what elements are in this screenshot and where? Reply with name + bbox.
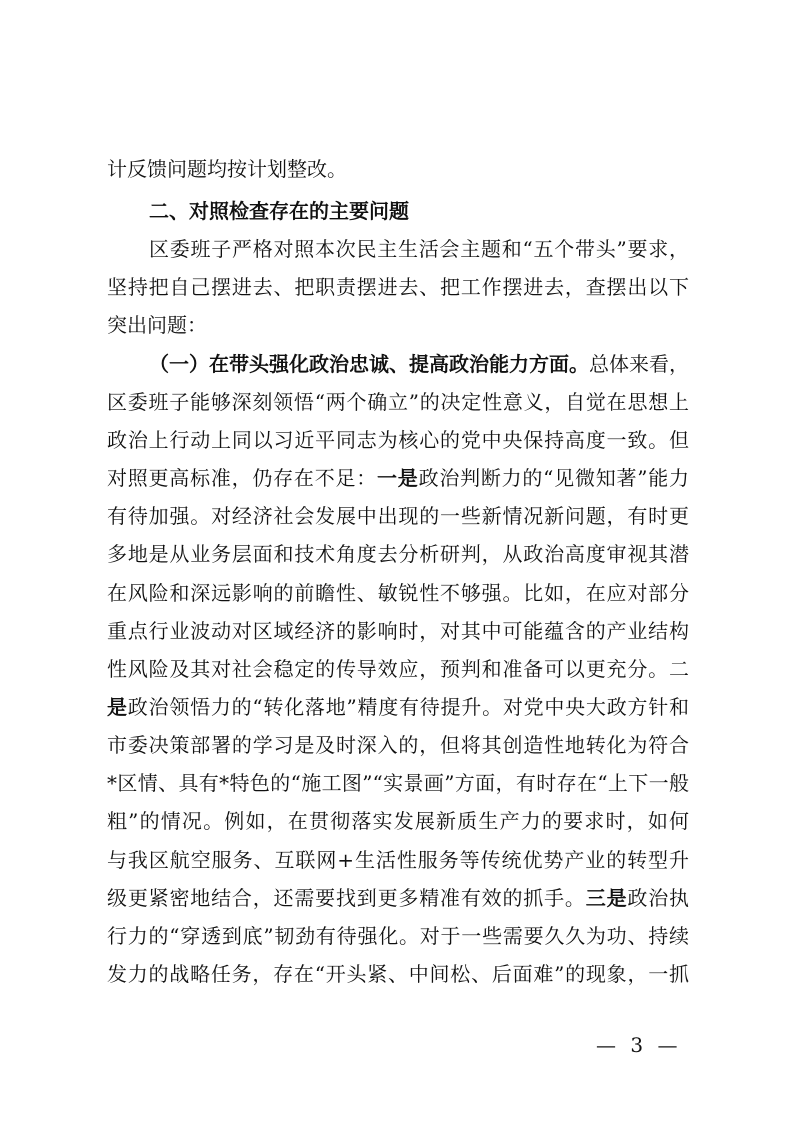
text-segment: 政治执 xyxy=(627,885,690,910)
text-line xyxy=(107,535,689,573)
text-segment: 粗”的情况。例如，在贯彻落实发展新质生产力的要求时，如何 xyxy=(107,809,689,834)
text-segment: 与我区航空服务、互联网+生活性服务等传统优势产业的转型升 xyxy=(107,847,689,872)
text-segment: 区委班子能够深刻领悟“两个确立”的决定性意义，自觉在思想上 xyxy=(107,389,689,414)
section-heading xyxy=(149,192,689,230)
text-segment: 多地是从业务层面和技术角度去分析研判，从政治高度审视其潜 xyxy=(107,542,689,567)
text-segment: 政治上行动上同以习近平同志为核心的党中央保持高度一致。但 xyxy=(107,427,689,452)
text-line xyxy=(149,345,689,383)
text-line xyxy=(107,764,689,802)
text-line xyxy=(107,802,689,840)
text-line xyxy=(107,383,689,421)
text-segment: 发力的战略任务，存在“开头紧、中间松、后面难”的现象，一抓 xyxy=(107,962,689,986)
text-line xyxy=(107,459,689,497)
bold-text: 是 xyxy=(107,694,128,719)
text-line xyxy=(107,574,689,612)
text-segment: 区委班子严格对照本次民主生活会主题和“五个带头”要求， xyxy=(149,237,689,262)
text-segment: 行力的“穿透到底”韧劲有待强化。对于一些需要久久为功、持续 xyxy=(107,923,689,948)
text-line xyxy=(107,879,689,917)
text-line xyxy=(107,650,689,688)
text-line xyxy=(107,688,689,726)
text-segment: 对照更高标准，仍存在不足： xyxy=(107,466,378,491)
text-segment: 有待加强。对经济社会发展中出现的一些新情况新问题，有时更 xyxy=(107,504,689,529)
text-line xyxy=(107,306,689,344)
text-line xyxy=(149,230,689,268)
text-segment: 在风险和深远影响的前瞻性、敏锐性不够强。比如，在应对部分 xyxy=(107,580,689,605)
text-line xyxy=(107,841,689,879)
text-line xyxy=(107,497,689,535)
text-line xyxy=(107,421,689,459)
text-segment: 政治判断力的“见微知著”能力 xyxy=(418,466,690,491)
page-number: — 3 — xyxy=(596,1033,682,1057)
bold-text: 二、对照检查存在的主要问题 xyxy=(149,199,409,223)
bold-text: （一）在带头强化政治忠诚、提高政治能力方面。 xyxy=(149,351,589,376)
bold-text: 一是 xyxy=(377,466,419,491)
text-segment: *区情、具有*特色的“施工图”“实景画”方面，有时存在“上下一般 xyxy=(107,771,689,796)
text-segment: 市委决策部署的学习是及时深入的，但将其创造性地转化为符合 xyxy=(107,733,689,758)
text-line xyxy=(107,150,689,188)
text-segment: 重点行业波动对区域经济的影响时，对其中可能蕴含的产业结构 xyxy=(107,618,689,643)
text-line xyxy=(107,955,689,993)
text-line xyxy=(107,268,689,306)
text-segment: 坚持把自己摆进去、把职责摆进去、把工作摆进去，查摆出以下 xyxy=(107,275,689,300)
text-line xyxy=(107,612,689,650)
bold-text: 三是 xyxy=(585,885,628,910)
text-line xyxy=(107,917,689,955)
text-segment: 级更紧密地结合，还需要找到更多精准有效的抓手。 xyxy=(107,885,586,910)
text-segment: 性风险及其对社会稳定的传导效应，预判和准备可以更充分。二 xyxy=(107,656,689,681)
text-segment: 计反馈问题均按计划整改。 xyxy=(107,157,347,181)
text-segment: 突出问题： xyxy=(107,313,207,338)
text-segment: 总体来看， xyxy=(589,351,689,376)
text-line xyxy=(107,726,689,764)
text-segment: 政治领悟力的“转化落地”精度有待提升。对党中央大政方针和 xyxy=(127,694,690,719)
